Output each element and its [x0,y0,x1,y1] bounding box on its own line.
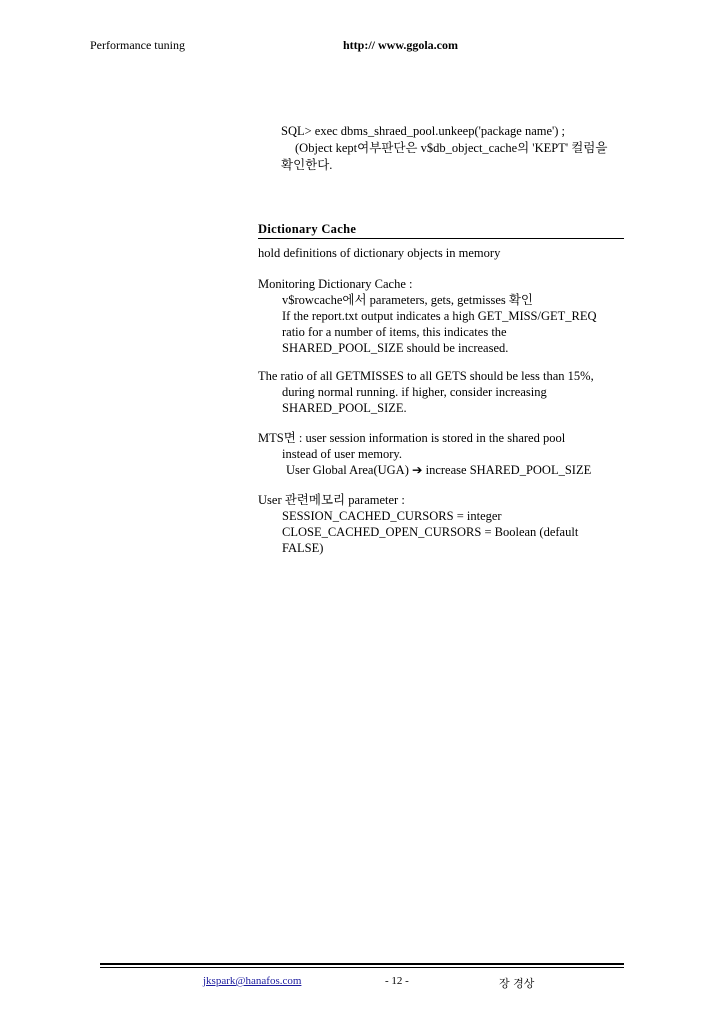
monitoring-paragraph [258,276,630,356]
monitoring-head: Monitoring Dictionary Cache : [258,277,413,291]
monitoring-line: v$rowcache에서 parameters, gets, getmisses 확인 [282,293,534,307]
ratio-line: during normal running. if higher, consider increasing [282,385,547,399]
right-arrow-icon: ➔ [412,462,423,477]
footer-author: 장 경상 [499,977,535,990]
footer-email-link[interactable]: jkspark@hanafos.com [203,975,302,987]
section-divider [258,238,624,239]
header-title: Performance tuning [90,38,185,52]
sql-line-2: (Object kept여부판단은 v$db_object_cache의 'KEPT' 컬럼을 [295,141,608,155]
sql-line-1: SQL> exec dbms_shraed_pool.unkeep('package name') ; [281,124,566,138]
intro-text: hold definitions of dictionary objects in memory [258,246,501,260]
section-title: Dictionary Cache [258,222,357,236]
monitoring-line: SHARED_POOL_SIZE should be increased. [282,341,509,355]
ratio-line: SHARED_POOL_SIZE. [282,401,407,415]
user-paragraph [258,492,630,556]
mts-uga-text: User Global Area(UGA) [286,463,409,477]
ratio-paragraph [258,368,630,416]
mts-increase-text: increase SHARED_POOL_SIZE [425,463,592,477]
sql-line-3: 확인한다. [281,158,333,172]
page-number: - 12 - [385,975,409,987]
user-param-line: SESSION_CACHED_CURSORS = integer [282,509,502,523]
mts-head: MTS면 : user session information is stored in the shared pool [258,431,566,445]
mts-paragraph [258,430,630,478]
ratio-head: The ratio of all GETMISSES to all GETS should be less than 15%, [258,369,594,383]
sql-block [281,123,631,174]
user-param-line: CLOSE_CACHED_OPEN_CURSORS = Boolean (default [282,525,579,539]
footer-divider-thin [100,967,624,968]
monitoring-line: ratio for a number of items, this indicates the [282,325,507,339]
intro-paragraph [258,245,630,261]
mts-line-1: instead of user memory. [282,447,402,461]
header-url[interactable]: http:// www.ggola.com [343,38,458,52]
user-param-line: FALSE) [282,541,324,555]
mts-line-2 [258,462,630,478]
monitoring-line: If the report.txt output indicates a high GET_MISS/GET_REQ [282,309,597,323]
user-head: User 관련메모리 parameter : [258,493,405,507]
footer-divider-thick [100,963,624,965]
